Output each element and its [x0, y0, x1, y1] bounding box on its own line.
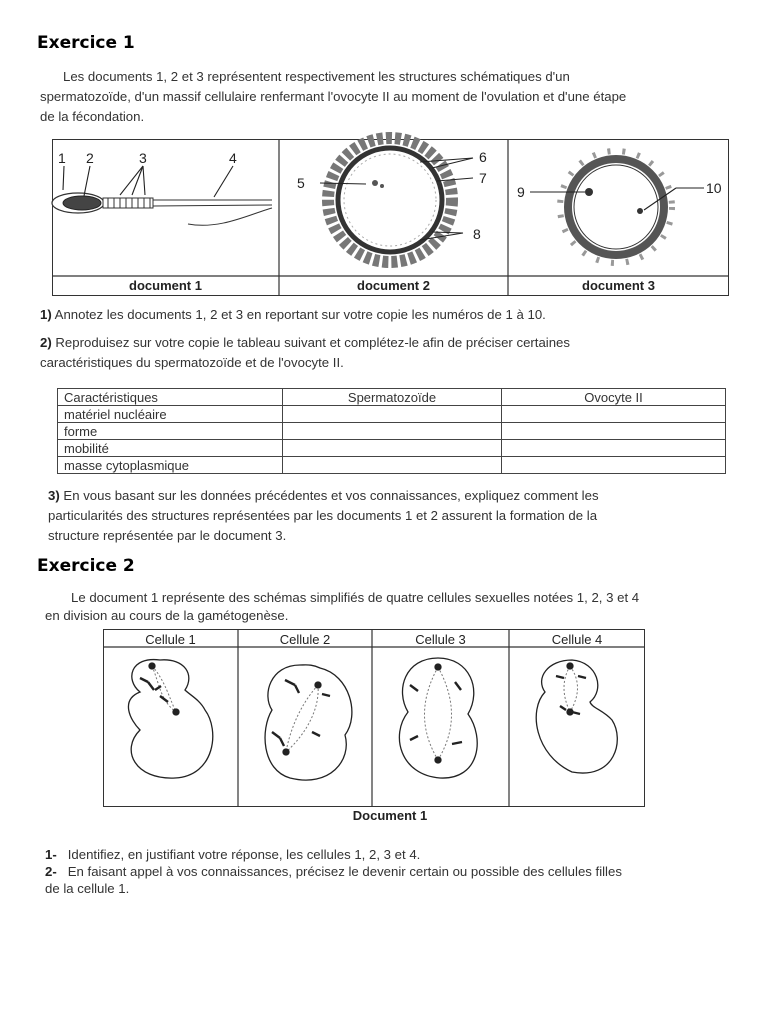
label-9: 9 — [517, 184, 525, 200]
label-6: 6 — [479, 149, 487, 165]
fertilization-drawing — [560, 151, 672, 263]
exercise-2-title: Exercice 2 — [37, 556, 135, 576]
ex1-intro-line-3: de la fécondation. — [40, 109, 145, 124]
oocyte-follicle-drawing — [328, 138, 452, 262]
label-10: 10 — [706, 180, 722, 196]
ex1-q3-text-3: structure représentée par le document 3. — [48, 528, 287, 543]
table-row-label: forme — [58, 423, 283, 440]
cell-2-drawing — [265, 665, 352, 780]
cell-3-drawing — [399, 658, 477, 778]
ex2-q2-text-2: de la cellule 1. — [45, 881, 130, 896]
table-cell — [502, 406, 726, 423]
ex2-q1-number: 1- — [45, 847, 57, 862]
caption-document-3: document 3 — [582, 278, 655, 293]
caption-document-2: document 2 — [357, 278, 430, 293]
label-4: 4 — [229, 150, 237, 166]
table-cell — [283, 457, 502, 474]
table-cell — [502, 440, 726, 457]
caption-document-1: document 1 — [129, 278, 202, 293]
ex1-question-1 — [40, 305, 546, 325]
cell-4-header: Cellule 4 — [551, 632, 603, 647]
ex1-q3-text-1: En vous basant sur les données précédentes et vos connaissances, expliquez comment les — [63, 488, 599, 503]
table-cell — [502, 457, 726, 474]
label-3: 3 — [139, 150, 147, 166]
ex1-question-3-line-1 — [48, 486, 599, 506]
ex1-q2-number: 2) — [40, 335, 52, 350]
ex1-q1-text: Annotez les documents 1, 2 et 3 en reportant sur votre copie les numéros de 1 à 10. — [54, 307, 546, 322]
table-row — [58, 457, 726, 474]
ex1-intro-line-2: spermatozoïde, d'un massif cellulaire renfermant l'ovocyte II au moment de l'ovulation et d'une étape — [40, 89, 627, 104]
ex1-q3-text-2: particularités des structures représentées par les documents 1 et 2 assurent la formation de la — [48, 508, 598, 523]
table-header-characteristics: Caractéristiques — [58, 389, 283, 406]
table-row-label: masse cytoplasmique — [58, 457, 283, 474]
table-row — [58, 440, 726, 457]
ex2-question-2-line-1 — [45, 862, 622, 882]
ex1-q3-number: 3) — [48, 488, 60, 503]
table-row — [58, 423, 726, 440]
spermatozoid-drawing — [52, 193, 272, 225]
label-8: 8 — [473, 226, 481, 242]
table-header-row — [58, 389, 726, 406]
cell-4-drawing — [536, 660, 617, 773]
label-1: 1 — [58, 150, 66, 166]
table-row-label: mobilité — [58, 440, 283, 457]
ex1-question-2-line-1 — [40, 333, 570, 353]
ex2-figure-drawings — [0, 620, 768, 820]
ex2-q2-text-1: En faisant appel à vos connaissances, précisez le devenir certain ou possible des cellules filles — [67, 864, 622, 879]
ex2-intro-line-1: Le document 1 représente des schémas simplifiés de quatre cellules sexuelles notées 1, 2, 3 et 4 — [71, 590, 640, 605]
exercise-1-title: Exercice 1 — [37, 33, 135, 53]
label-7: 7 — [479, 170, 487, 186]
table-header-spermatozoid: Spermatozoïde — [283, 389, 502, 406]
table-header-oocyte: Ovocyte II — [502, 389, 726, 406]
ex1-q2-text-2: caractéristiques du spermatozoïde et de l'ovocyte II. — [40, 355, 344, 370]
table-cell — [283, 423, 502, 440]
ex1-intro-line-1: Les documents 1, 2 et 3 représentent respectivement les structures schématiques d'un — [63, 69, 570, 84]
table-cell — [283, 406, 502, 423]
ex2-intro-line-2: en division au cours de la gamétogenèse. — [45, 608, 289, 623]
ex2-q2-number: 2- — [45, 864, 57, 879]
cell-2-header: Cellule 2 — [279, 632, 331, 647]
ex1-figure-drawings — [0, 0, 768, 310]
label-2: 2 — [86, 150, 94, 166]
ex1-q2-text-1: Reproduisez sur votre copie le tableau suivant et complétez-le afin de préciser certaines — [55, 335, 570, 350]
table-row-label: matériel nucléaire — [58, 406, 283, 423]
table-cell — [283, 440, 502, 457]
cell-1-header: Cellule 1 — [145, 632, 196, 647]
ex2-q1-text: Identifiez, en justifiant votre réponse, les cellules 1, 2, 3 et 4. — [67, 847, 421, 862]
table-cell — [502, 423, 726, 440]
characteristics-table — [57, 388, 726, 474]
ex1-q1-number: 1) — [40, 307, 52, 322]
cell-1-drawing — [128, 660, 212, 779]
label-5: 5 — [297, 175, 305, 191]
cell-3-header: Cellule 3 — [415, 632, 466, 647]
ex2-document-caption: Document 1 — [352, 808, 428, 823]
table-row — [58, 406, 726, 423]
